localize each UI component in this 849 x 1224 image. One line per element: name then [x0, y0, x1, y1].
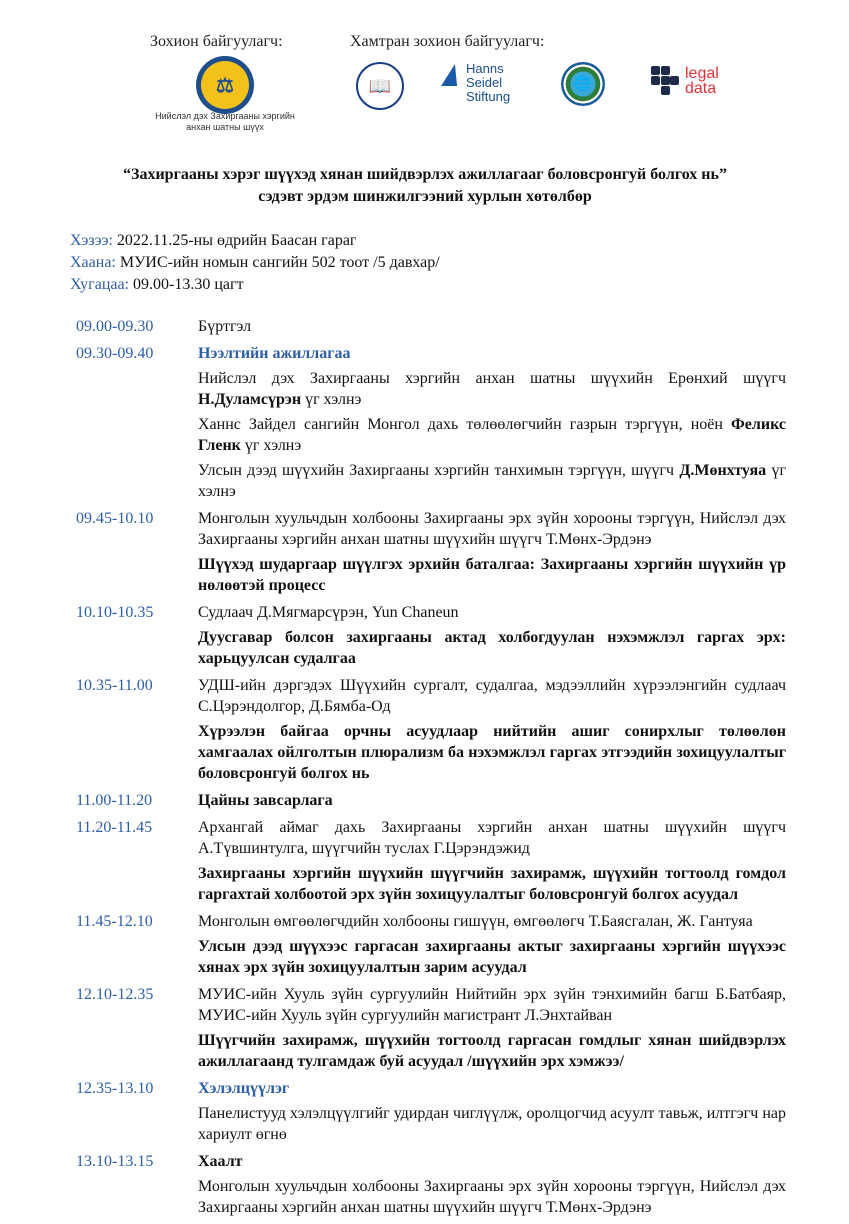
schedule-row: 10.10-10.35 Судлаач Д.Мягмарсүрэн, Yun Chaneun Дуусгавар болсон захиргааны актад холбогдуулан нэхэмжлэл гаргах эрх: харьцуулсан судалгаа [76, 602, 786, 673]
time-slot: 11.45-12.10 [76, 913, 153, 930]
legal-data-dots-icon [651, 66, 679, 96]
schedule-row: 09.30-09.40 Нээлтийн ажиллагаа Нийслэл дэх Захиргааны хэргийн анхан шатны шүүхийн Ерөнхий шүүгч Н.Дуламсүрэн үг хэлнэ Ханнс Зайдел сангийн Монгол дахь төлөөлөгчийн газрын тэргүүн, ноён Феликс Гленк үг хэлнэ Улсын дээд шүүхийн Захиргааны хэргийн танхимын тэргүүн, шүүгч Д.Мөнхтуяа үг хэлнэ [76, 343, 786, 506]
court-seal-icon: ⚖ [196, 56, 254, 114]
globe-icon: 🌐 [561, 62, 605, 106]
time-slot: 10.10-10.35 [76, 604, 154, 621]
legal-data-logo: legal data [651, 66, 719, 96]
time-slot: 11.20-11.45 [76, 819, 153, 836]
event-info [70, 230, 440, 296]
section-heading: Нээлтийн ажиллагаа [198, 345, 351, 362]
time-slot: 09.45-10.10 [76, 510, 154, 527]
time-slot: 10.35-11.00 [76, 677, 153, 694]
time-slot: 11.00-11.20 [76, 792, 153, 809]
schedule-row: 10.35-11.00 УДШ-ийн дэргэдэх Шүүхийн сургалт, судалгаа, мэдээллийн хүрээлэнгийн судлаач С.Цэрэндолгор, Д.Бямба-Од Хүрээлэн байгаа орчны асуудлаар нийтийн ашиг сонирхлыг төлөөлөн хамгаалах ойлголтын плюрализм ба нэхэмжлэл гаргах этгээдийн зохицуулалтыг боловсронгуй болгох нь [76, 675, 786, 788]
time-slot: 12.10-12.35 [76, 986, 154, 1003]
hanns-seidel-logo: Hanns Seidel Stiftung [444, 62, 510, 104]
section-heading: Хэлэлцүүлэг [198, 1080, 290, 1097]
schedule-row: 11.20-11.45 Архангай аймаг дахь Захиргааны хэргийн анхан шатны шүүхийн шүүгч А.Түвшинтулга, шүүгчийн туслах Г.Цэрэндэжид Захиргааны хэргийн шүүхийн шүүгчийн захирамж, шүүхийн тогтоолд гомдол гаргахтай холбоотой эрх зүйн зохицуулалтыг боловсронгуй болгох асуудал [76, 817, 786, 909]
schedule-row: 11.00-11.20 Цайны завсарлага [76, 790, 786, 815]
talk-topic: Шүүхэд шударгаар шүүлгэх эрхийн баталгаа: Захиргааны хэргийн шүүхийн үр нөлөөтэй процесс [198, 556, 786, 594]
talk-topic: Хүрээлэн байгаа орчны асуудлаар нийтийн ашиг сонирхлыг төлөөлөн хамгаалах ойлголтын плюрализм ба нэхэмжлэл гаргах этгээдийн зохицуулалтыг боловсронгуй болгох нь [198, 723, 786, 782]
schedule-row: 09.00-09.30 Бүртгэл [76, 316, 786, 341]
talk-topic: Улсын дээд шүүхээс гаргасан захиргааны актыг захиргааны хэргийн шүүхээс хянах эрх зүйн зохицуулалтын зарим асуудал [198, 938, 786, 976]
where-line: Хаана: МУИС-ийн номын сангийн 502 тоот /5 давхар/ [70, 254, 440, 271]
schedule-row: 09.45-10.10 Монголын хуульчдын холбооны Захиргааны эрх зүйн хорооны тэргүүн, Нийслэл дэх Захиргааны хэргийн анхан шатны шүүхийн шүүгч Т.Мөнх-Эрдэнэ Шүүхэд шударгаар шүүлгэх эрхийн баталгаа: Захиргааны хэргийн шүүхийн үр нөлөөтэй процесс [76, 508, 786, 600]
organizer-label: Зохион байгуулагч: [150, 33, 283, 50]
schedule-row: 11.45-12.10 Монголын өмгөөлөгчдийн холбооны гишүүн, өмгөөлөгч Т.Баясгалан, Ж. Гантуяа Улсын дээд шүүхээс гаргасан захиргааны актыг захиргааны хэргийн шүүхээс хянах эрх зүйн зохицуулалтын зарим асуудал [76, 911, 786, 982]
page-title: “Захиргааны хэрэг шүүхэд хянан шийдвэрлэх ажиллагааг боловсронгуй болгох нь” сэдэвт эрдэм шинжилгээний хурлын хөтөлбөр [123, 166, 727, 205]
time-slot: 09.30-09.40 [76, 345, 154, 362]
organizer-caption: Нийслэл дэх Захиргааны хэргийн анхан шатны шүүх [155, 111, 295, 132]
time-slot: 13.10-13.15 [76, 1153, 154, 1170]
schedule-row: 13.10-13.15 Хаалт Монголын хуульчдын холбооны Захиргааны эрх зүйн хорооны тэргүүн, Нийслэл дэх Захиргааны хэргийн анхан шатны шүүхийн шүүгч Т.Мөнх-Эрдэнэ [76, 1151, 786, 1222]
time-slot: 12.35-13.10 [76, 1080, 154, 1097]
schedule [76, 316, 786, 1224]
duration-line: Хугацаа: 09.00-13.30 цагт [70, 276, 244, 293]
co-organizer-label: Хамтран зохион байгуулагч: [350, 33, 545, 50]
hss-mark-icon [441, 64, 463, 86]
talk-topic: Захиргааны хэргийн шүүхийн шүүгчийн захирамж, шүүхийн тогтоолд гомдол гаргахтай холбоотой эрх зүйн зохицуулалтыг боловсронгуй болгох асуудал [198, 865, 786, 903]
talk-topic: Шүүгчийн захирамж, шүүхийн тогтоолд гаргасан гомдлыг хянан шийдвэрлэх ажиллагаанд тулгамдаж буй асуудал /шүүхийн эрх хэмжээ/ [198, 1032, 786, 1070]
time-slot: 09.00-09.30 [76, 318, 154, 335]
talk-topic: Дуусгавар болсон захиргааны актад холбогдуулан нэхэмжлэл гаргах эрх: харьцуулсан судалгаа [198, 629, 786, 667]
book-emblem-icon: 📖 [356, 62, 404, 110]
schedule-row: 12.10-12.35 МУИС-ийн Хууль зүйн сургуулийн Нийтийн эрх зүйн тэнхимийн багш Б.Батбаяр, МУИС-ийн Хууль зүйн сургуулийн магистрант Л.Энхтайван Шүүгчийн захирамж, шүүхийн тогтоолд гаргасан гомдлыг хянан шийдвэрлэх ажиллагаанд тулгамдаж буй асуудал /шүүхийн эрх хэмжээ/ [76, 984, 786, 1076]
schedule-row: 12.35-13.10 Хэлэлцүүлэг Панелистууд хэлэлцүүлгийг удирдан чиглүүлж, оролцогчид асуулт тавьж, илтгэгч нар хариулт өгнө [76, 1078, 786, 1149]
when-line: Хэзээ: 2022.11.25-ны өдрийн Баасан гараг [70, 232, 357, 249]
